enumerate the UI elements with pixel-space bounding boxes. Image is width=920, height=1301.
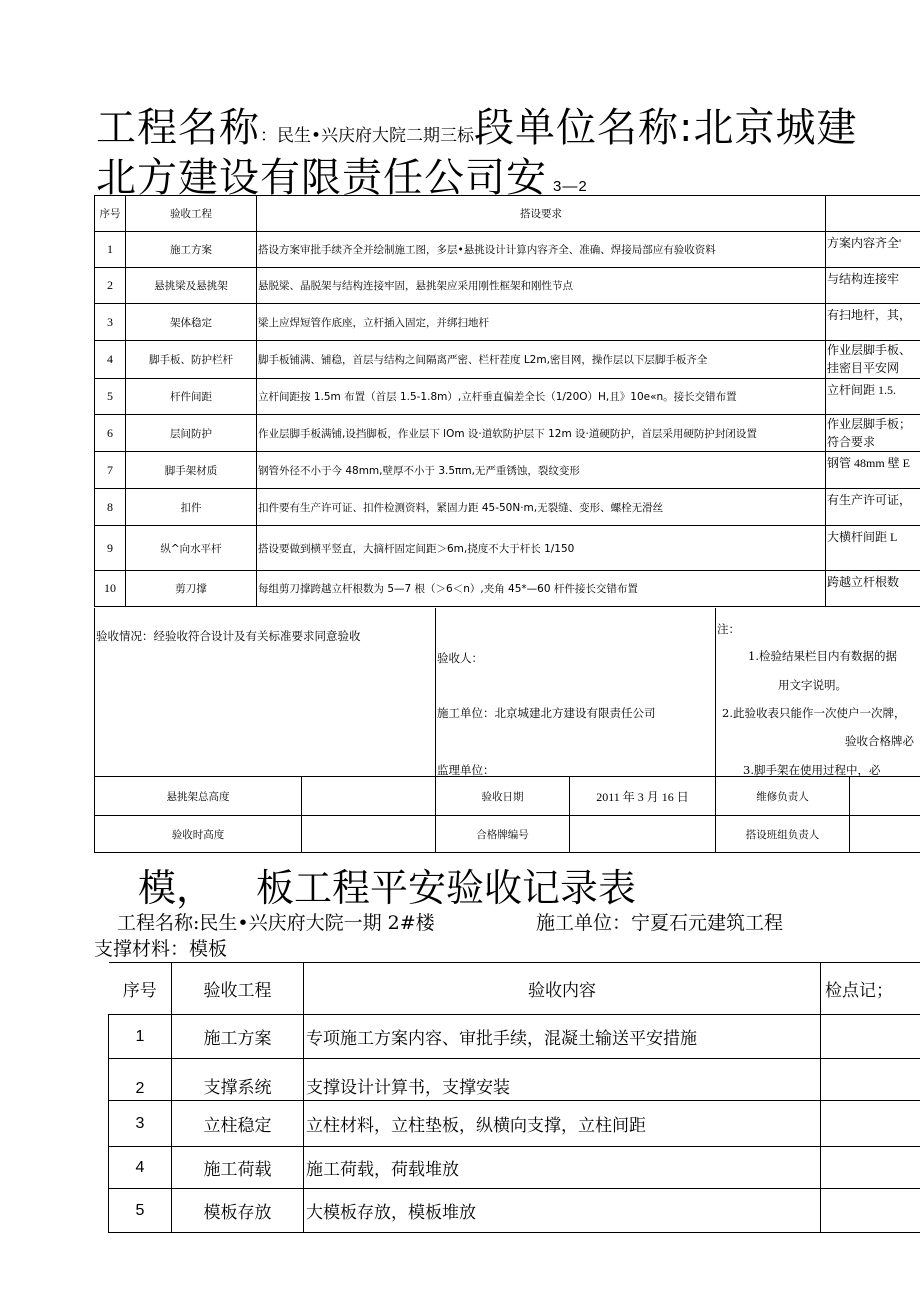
table-row [109, 1059, 920, 1101]
row-check [821, 1059, 920, 1101]
row-check [821, 1189, 920, 1233]
row-content: 大模板存放，模板堆放 [304, 1189, 821, 1233]
cert-number-label: 合格牌编号 [436, 816, 570, 853]
row-content: 专项施工方案内容、审批手续，混凝土输送平安措施 [304, 1015, 821, 1059]
doc2-title-part1: 模， [138, 866, 215, 910]
row-num: 6 [95, 415, 126, 452]
doc2-title-part2: 板工程平安验收记录表 [256, 866, 637, 910]
overhang-height-label: 悬挑架总高度 [95, 777, 302, 816]
header-num: 序号 [95, 196, 126, 232]
repair-lead-value [850, 777, 920, 816]
row-check [821, 1015, 920, 1059]
row-content: 施工荷载，荷载堆放 [304, 1147, 821, 1189]
table-row [109, 1015, 920, 1059]
row-num: 7 [95, 452, 126, 489]
acceptance-height-value [302, 816, 436, 853]
row-item: 悬挑梁及悬挑架 [126, 268, 257, 304]
row-remark: 立杆间距 1.5. [826, 379, 920, 415]
crew-lead-value [850, 816, 920, 853]
header-check: 检点记； [821, 963, 920, 1015]
contractor-label: 施工单位：北京城建北方建设有限责任公司 [437, 706, 656, 720]
inspector-label: 验收人： [437, 651, 483, 665]
row-content: 支撑设计计算书，支撑安装 [304, 1059, 821, 1101]
header-item: 验收工程 [172, 963, 304, 1015]
acceptance-date-label: 验收日期 [436, 777, 570, 816]
row-num: 10 [95, 571, 126, 607]
row-req: 悬脱梁、晶脱架与结构连接牢固，悬挑架应采用刚性框架和刚性节点 [257, 268, 826, 304]
note-2: 2.此验收表只能作一次使户一次牌， [722, 706, 906, 720]
doc1-title-unit: 段单位名称:北京城建 [474, 105, 858, 151]
row-remark-line2: 挂密目平安网 [827, 361, 900, 375]
row-req: 立杆间距按 1.5m 布置（首层 1.5-1.8m）,立杆垂直偏差全长（1/20O）H,且》10e«n。接长交错布置 [257, 379, 826, 415]
note-2-cont: 验收合格牌必 [845, 734, 914, 748]
row-item: 施工方案 [172, 1015, 304, 1059]
notes-label: 注： [717, 622, 740, 636]
row-remark [826, 415, 920, 452]
row-num: 4 [109, 1147, 172, 1189]
repair-lead-label: 维修负责人 [716, 777, 850, 816]
note-1: 1.检验结果栏目内有数据的据 [748, 649, 897, 663]
row-remark: 跨越立杆根数 [826, 571, 920, 607]
row-remark-line1: 作业层脚手板； [827, 417, 912, 431]
row-item: 模板存放 [172, 1189, 304, 1233]
row-num: 1 [109, 1015, 172, 1059]
table-row [95, 489, 920, 526]
table-header-row [95, 196, 920, 232]
row-num: 2 [109, 1059, 172, 1101]
acceptance-result: 验收情况：经验收符合设计及有关标准要求同意验收 [96, 629, 361, 643]
table-header-row [109, 963, 920, 1015]
row-req: 作业层脚手板满铺,设挡脚板，作业层下 lOm 设·道软防护层下 12m 设·道硬防护，首层采用硬防护封闭设置 [257, 415, 826, 452]
doc1-title-line1 [96, 96, 858, 153]
table-row [109, 1101, 920, 1147]
row-item: 脚手架材质 [126, 452, 257, 489]
header-remark [826, 196, 920, 232]
row-req: 扣件要有生产许可证、扣件检测资料，紧固力距 45-50N·m,无裂缝、变形、螺栓无滑丝 [257, 489, 826, 526]
row-remark [826, 341, 920, 379]
table-row [95, 571, 920, 607]
row-num: 2 [95, 268, 126, 304]
row-item: 纵^向水平杆 [126, 526, 257, 571]
doc2-contractor: 施工单位：宁夏石元建筑工程 [536, 912, 784, 934]
row-item: 立柱稳定 [172, 1101, 304, 1147]
row-num: 3 [95, 304, 126, 341]
row-item: 架体稳定 [126, 304, 257, 341]
header-item: 验收工程 [126, 196, 257, 232]
doc2-material: 支撑材料：模板 [94, 938, 228, 960]
row-remark: 方案内容齐全' [826, 232, 920, 268]
scaffold-acceptance-table [94, 195, 920, 607]
row-item: 施工方案 [126, 232, 257, 268]
row-num: 5 [95, 379, 126, 415]
row-req: 搭设方案审批手续齐全并绘制施工图，多层•悬挑设计计算内容齐全、准确、焊接局部应有验收资料 [257, 232, 826, 268]
row-num: 3 [109, 1101, 172, 1147]
acceptance-height-label: 验收时高度 [95, 816, 302, 853]
row-check [821, 1147, 920, 1189]
divider [715, 608, 716, 776]
row-item: 杆件间距 [126, 379, 257, 415]
table-row [95, 526, 920, 571]
row-remark-line2: 符合要求 [827, 435, 876, 449]
row-item: 扣件 [126, 489, 257, 526]
table-row [109, 1189, 920, 1233]
row-num: 8 [95, 489, 126, 526]
table-row [95, 452, 920, 489]
doc2-project-name: 工程名称:民生•兴庆府大院一期 2#楼 [117, 912, 435, 934]
doc1-project-name: ：民生•兴庆府大院二期三标 [260, 126, 475, 146]
row-remark: 大横杆间距 L [826, 526, 920, 571]
table-row [95, 268, 920, 304]
row-req: 每组剪刀撑跨越立杆根数为 5—7 根（＞6＜n）,夹角 45*—60 杆件接长交错布置 [257, 571, 826, 607]
row-remark: 与结构连接牢 [826, 268, 920, 304]
acceptance-footer-table [94, 776, 920, 853]
overhang-height-value [302, 777, 436, 816]
row-item: 剪刀撑 [126, 571, 257, 607]
table-row [95, 304, 920, 341]
supervisor-label: 监理单位： [437, 763, 495, 777]
row-num: 1 [95, 232, 126, 268]
row-req: 脚手板铺满、铺稳，首层与结构之间隔离严密、栏杆茬度 L2m,密目网，操作层以下层脚手板齐全 [257, 341, 826, 379]
header-num: 序号 [109, 963, 172, 1015]
row-item: 支撑系统 [172, 1059, 304, 1101]
table-row [95, 415, 920, 452]
header-req: 搭设要求 [257, 196, 826, 232]
doc1-form-number: 3—2 [553, 178, 588, 195]
crew-lead-label: 搭设班组负责人 [716, 816, 850, 853]
doc1-company-name: 北方建设有限责任公司安 [96, 155, 547, 201]
header-content: 验收内容 [304, 963, 821, 1015]
row-req: 搭设要做到横平竖直，大摘杆固定间距＞6m,挠度不大于杆长 1/150 [257, 526, 826, 571]
acceptance-date-value: 2011 年 3 月 16 日 [570, 777, 716, 816]
table-row [109, 1147, 920, 1189]
row-remark-line1: 作业层脚手板、 [827, 343, 912, 357]
row-num: 5 [109, 1189, 172, 1233]
row-num: 9 [95, 526, 126, 571]
row-remark: 钢管 48mm 壁 E [826, 452, 920, 489]
row-item: 层间防护 [126, 415, 257, 452]
note-3: 3.脚手架在使用过程中，必 [743, 763, 881, 777]
doc2-title [138, 857, 636, 912]
doc1-title-label: 工程名称 [96, 105, 260, 151]
formwork-acceptance-table [108, 962, 920, 1233]
row-remark: 有生产许可证， [826, 489, 920, 526]
row-item: 脚手板、防护栏杆 [126, 341, 257, 379]
row-remark: 有扫地杆，其， [826, 304, 920, 341]
cert-number-value [570, 816, 716, 853]
divider [435, 608, 436, 776]
note-1-cont: 用文字说明。 [778, 678, 847, 692]
row-req: 梁上应焊短管作底座，立杆插入固定，并绑扫地杆 [257, 304, 826, 341]
row-item: 施工荷载 [172, 1147, 304, 1189]
row-req: 钢管外径不小于今 48mm,壁厚不小于 3.5πm,无严重锈蚀，裂纹变形 [257, 452, 826, 489]
row-content: 立柱材料，立柱垫板，纵横向支撑，立柱间距 [304, 1101, 821, 1147]
table-row [95, 341, 920, 379]
table-row [95, 379, 920, 415]
table-row [95, 232, 920, 268]
row-num: 4 [95, 341, 126, 379]
row-check [821, 1101, 920, 1147]
